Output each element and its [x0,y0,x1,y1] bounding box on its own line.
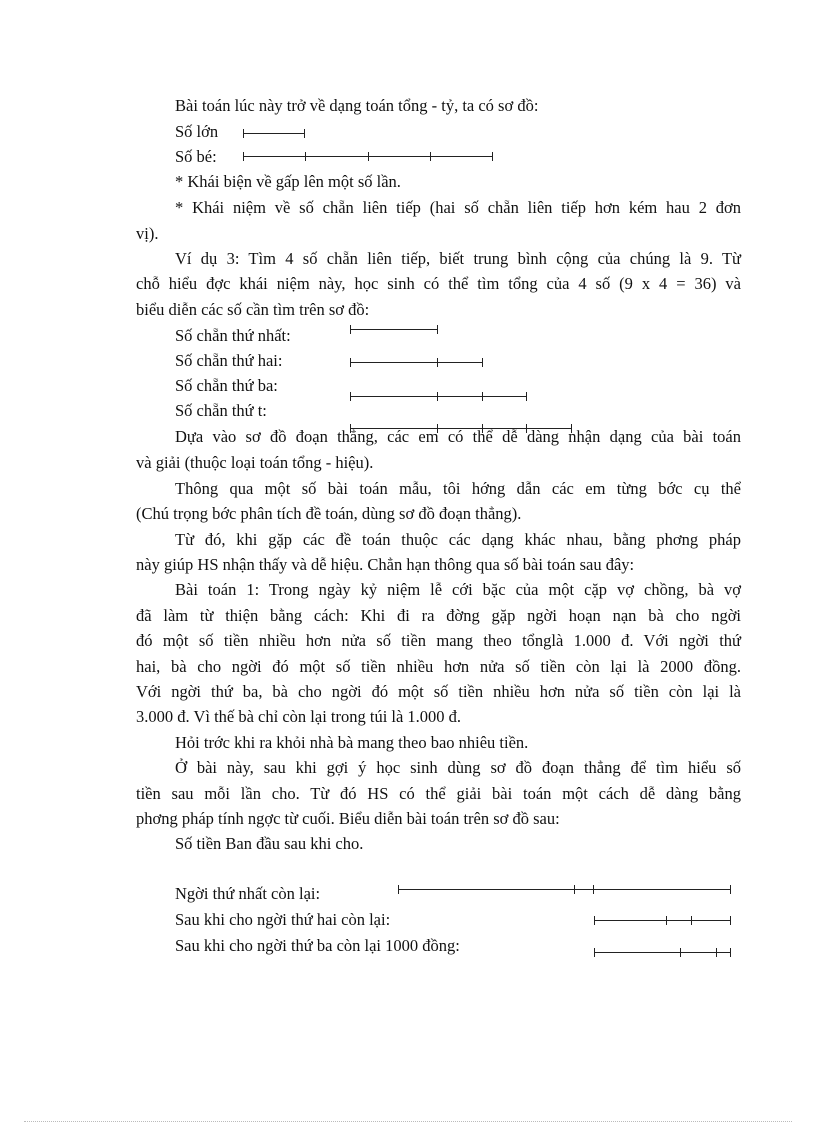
text-line: Ở bài này, sau khi gợi ý học sinh dùng sơ đồ đoạn thẳng để tìm hiểu số [175,758,741,777]
text-line: biểu diễn các số cần tìm trên sơ đồ: [136,300,370,319]
label-so-chan-1: Số chẵn thứ nhất: [175,326,291,345]
text-line: Ví dụ 3: Tìm 4 số chẵn liên tiếp, biết trung bình cộng của chúng là 9. Từ [175,249,741,268]
diagram-nguoi-thu-ba [594,952,731,961]
diagram-nguoi-thu-nhat [398,889,731,898]
text-line: Với ngời thứ ba, bà cho ngời đó một số tiền nhiều hơn nửa số tiền còn lại là [136,682,741,701]
diagram-so-chan-3 [350,396,527,405]
label-so-chan-2: Số chẵn thứ hai: [175,351,283,370]
text-line: hai, bà cho ngời đó một số tiền nhiều hơn nửa số tiền còn lại là 2000 đồng. [136,657,741,676]
text-line: Bài toán 1: Trong ngày kỷ niệm lễ cới bặc của một cặp vợ chồng, bà vợ [175,580,741,599]
label-nguoi-thu-nhat: Ngời thứ nhất còn lại: [175,884,321,903]
diagram-nguoi-thu-hai [594,920,731,929]
text-line: Số tiền Ban đầu sau khi cho. [175,834,364,853]
text-line: phơng pháp tính ngợc từ cuối. Biểu diễn bài toán trên sơ đồ sau: [136,809,560,828]
text-line: Từ đó, khi gặp các đề toán thuộc các dạng khác nhau, bằng phơng pháp [175,530,741,549]
diagram-so-be [243,156,493,165]
text-line: Thông qua một số bài toán mẫu, tôi hớng dẫn các em từng bớc cụ thể [175,479,741,498]
text-line: đó một số tiền nhiều hơn nửa số tiền mang theo tổnglà 1.000 đ. Với ngời thứ [136,631,741,650]
label-so-be: Số bé: [175,147,217,166]
text-line: và giải (thuộc loại toán tổng - hiệu). [136,453,374,472]
text-line: 3.000 đ. Vì thế bà chỉ còn lại trong túi là 1.000 đ. [136,707,462,726]
label-so-chan-3: Số chẵn thứ ba: [175,376,278,395]
text-line: Hỏi trớc khi ra khỏi nhà bà mang theo bao nhiêu tiền. [175,733,529,752]
diagram-so-lon [243,133,305,142]
text-line: * Khái niệm về số chẵn liên tiếp (hai số chẵn liên tiếp hơn kém hau 2 đơn [175,198,741,217]
diagram-so-chan-2 [350,362,483,371]
label-so-chan-4: Số chẵn thứ t: [175,401,267,420]
text-line: Bài toán lúc này trở về dạng toán tổng - tỷ, ta có sơ đồ: [175,96,539,115]
diagram-so-chan-1 [350,329,438,338]
text-line: vị). [136,224,159,243]
text-line: đã làm từ thiện bằng cách: Khi đi ra đờng gặp ngời hoạn nạn bà cho ngời [136,606,741,625]
page-bottom-divider [24,1121,792,1122]
text-line: Dựa vào sơ đồ đoạn thẳng, các em có thể dễ dàng nhận dạng của bài toán [175,427,741,446]
text-line: chỗ hiểu đợc khái niệm này, học sinh có thể tìm tổng của 4 số (9 x 4 = 36) và [136,274,741,293]
text-line: * Khái biện về gấp lên một số lần. [175,172,401,191]
label-nguoi-thu-ba: Sau khi cho ngời thứ ba còn lại 1000 đồng: [175,936,460,955]
text-line: (Chú trọng bớc phân tích đề toán, dùng sơ đồ đoạn thẳng). [136,504,522,523]
label-so-lon: Số lớn [175,122,219,141]
text-line: tiền sau mỗi lần cho. Từ đó HS có thể giải bài toán một cách dễ dàng bằng [136,784,741,803]
text-line: này giúp HS nhận thấy và dễ hiệu. Chẳn hạn thông qua số bài toán sau đây: [136,555,635,574]
label-nguoi-thu-hai: Sau khi cho ngời thứ hai còn lại: [175,910,391,929]
